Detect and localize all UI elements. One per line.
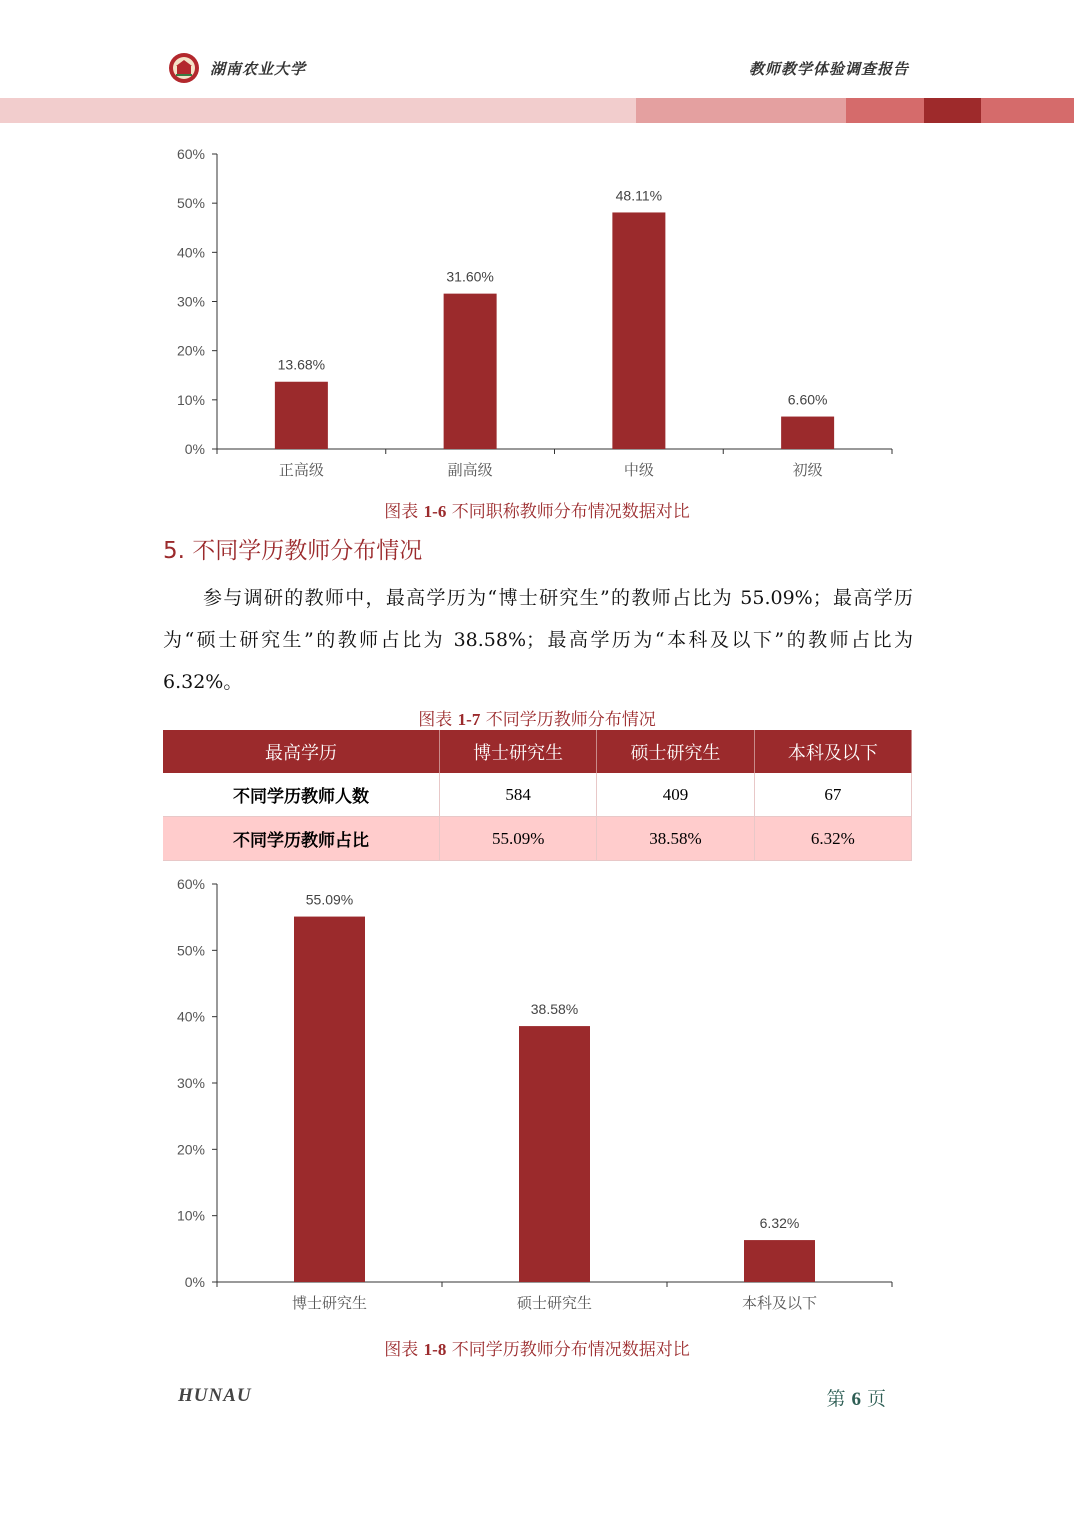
data-label: 13.68% (277, 356, 326, 373)
table-row (163, 817, 912, 861)
y-tick-label: 30% (176, 1075, 205, 1091)
bar (444, 294, 497, 449)
data-label: 48.11% (615, 187, 663, 204)
y-tick-label: 0% (184, 441, 205, 457)
section-paragraph: 参与调研的教师中，最高学历为“博士研究生”的教师占比为 55.09%；最高学历为“硕士研究生”的教师占比为 38.58%；最高学历为“本科及以下”的教师占比为 6.32%。 (163, 587, 913, 693)
data-label: 31.60% (446, 268, 494, 285)
figure-8-caption: 图表 1-8 不同学历教师分布情况数据对比 (384, 1340, 690, 1360)
table-header-cell: 最高学历 (163, 730, 440, 773)
bar (275, 382, 328, 449)
header-band (0, 98, 636, 123)
y-tick-label: 60% (176, 876, 205, 892)
y-tick-label: 20% (176, 342, 205, 359)
y-tick-label: 20% (176, 1141, 205, 1158)
header-band (981, 98, 1074, 123)
table-cell: 6.32% (754, 817, 911, 861)
table-cell: 55.09% (440, 817, 597, 861)
page-number: 第 6 页 (826, 1388, 886, 1410)
y-tick-label: 10% (176, 1207, 205, 1224)
bar (781, 417, 834, 449)
university-name: 湖南农业大学 (210, 60, 307, 78)
y-tick-label: 30% (176, 293, 205, 310)
x-tick-label: 博士研究生 (291, 1295, 368, 1312)
y-tick-label: 60% (176, 146, 205, 162)
y-tick-label: 40% (176, 244, 205, 261)
table-row-header: 不同学历教师占比 (163, 817, 440, 861)
bar (612, 212, 665, 449)
table-cell: 38.58% (597, 817, 754, 861)
y-tick-label: 0% (184, 1274, 205, 1290)
bar (744, 1240, 815, 1282)
bar (519, 1026, 590, 1282)
x-tick-label: 副高级 (447, 462, 493, 479)
data-label: 6.32% (759, 1215, 800, 1232)
x-tick-label: 中级 (623, 462, 654, 479)
y-tick-label: 10% (176, 391, 205, 408)
section-title: 5. 不同学历教师分布情况 (163, 538, 423, 564)
table-header-cell: 硕士研究生 (597, 730, 754, 773)
page-header (0, 0, 1074, 125)
y-tick-label: 40% (176, 1008, 205, 1025)
bar (294, 917, 365, 1282)
header-band (846, 98, 924, 123)
y-tick-label: 50% (176, 195, 205, 212)
table-row (163, 773, 912, 817)
data-label: 38.58% (530, 1001, 579, 1018)
figure-6-caption: 图表 1-6 不同职称教师分布情况数据对比 (384, 502, 690, 522)
table-cell: 409 (597, 773, 754, 817)
table-row-header: 不同学历教师人数 (163, 773, 440, 817)
x-tick-label: 本科及以下 (741, 1295, 818, 1312)
table-header-row (163, 730, 912, 773)
table-7-caption: 图表 1-7 不同学历教师分布情况 (418, 710, 656, 730)
footer-logo-text: HUNAU (178, 1385, 252, 1406)
y-tick-label: 50% (176, 942, 205, 959)
data-label: 55.09% (305, 891, 354, 908)
data-label: 6.60% (787, 391, 828, 408)
x-tick-label: 初级 (792, 462, 823, 479)
header-band (636, 98, 846, 123)
table-cell: 67 (754, 773, 911, 817)
table-cell: 584 (440, 773, 597, 817)
x-tick-label: 正高级 (278, 462, 324, 479)
education-table (163, 730, 912, 861)
education-distribution-bar-chart (160, 870, 905, 1320)
report-title: 教师教学体验调查报告 (748, 60, 909, 78)
title-distribution-bar-chart (160, 140, 905, 485)
table-header-cell: 博士研究生 (440, 730, 597, 773)
header-band (924, 98, 981, 123)
x-tick-label: 硕士研究生 (516, 1295, 593, 1312)
university-logo-icon (168, 52, 200, 84)
table-header-cell: 本科及以下 (754, 730, 911, 773)
